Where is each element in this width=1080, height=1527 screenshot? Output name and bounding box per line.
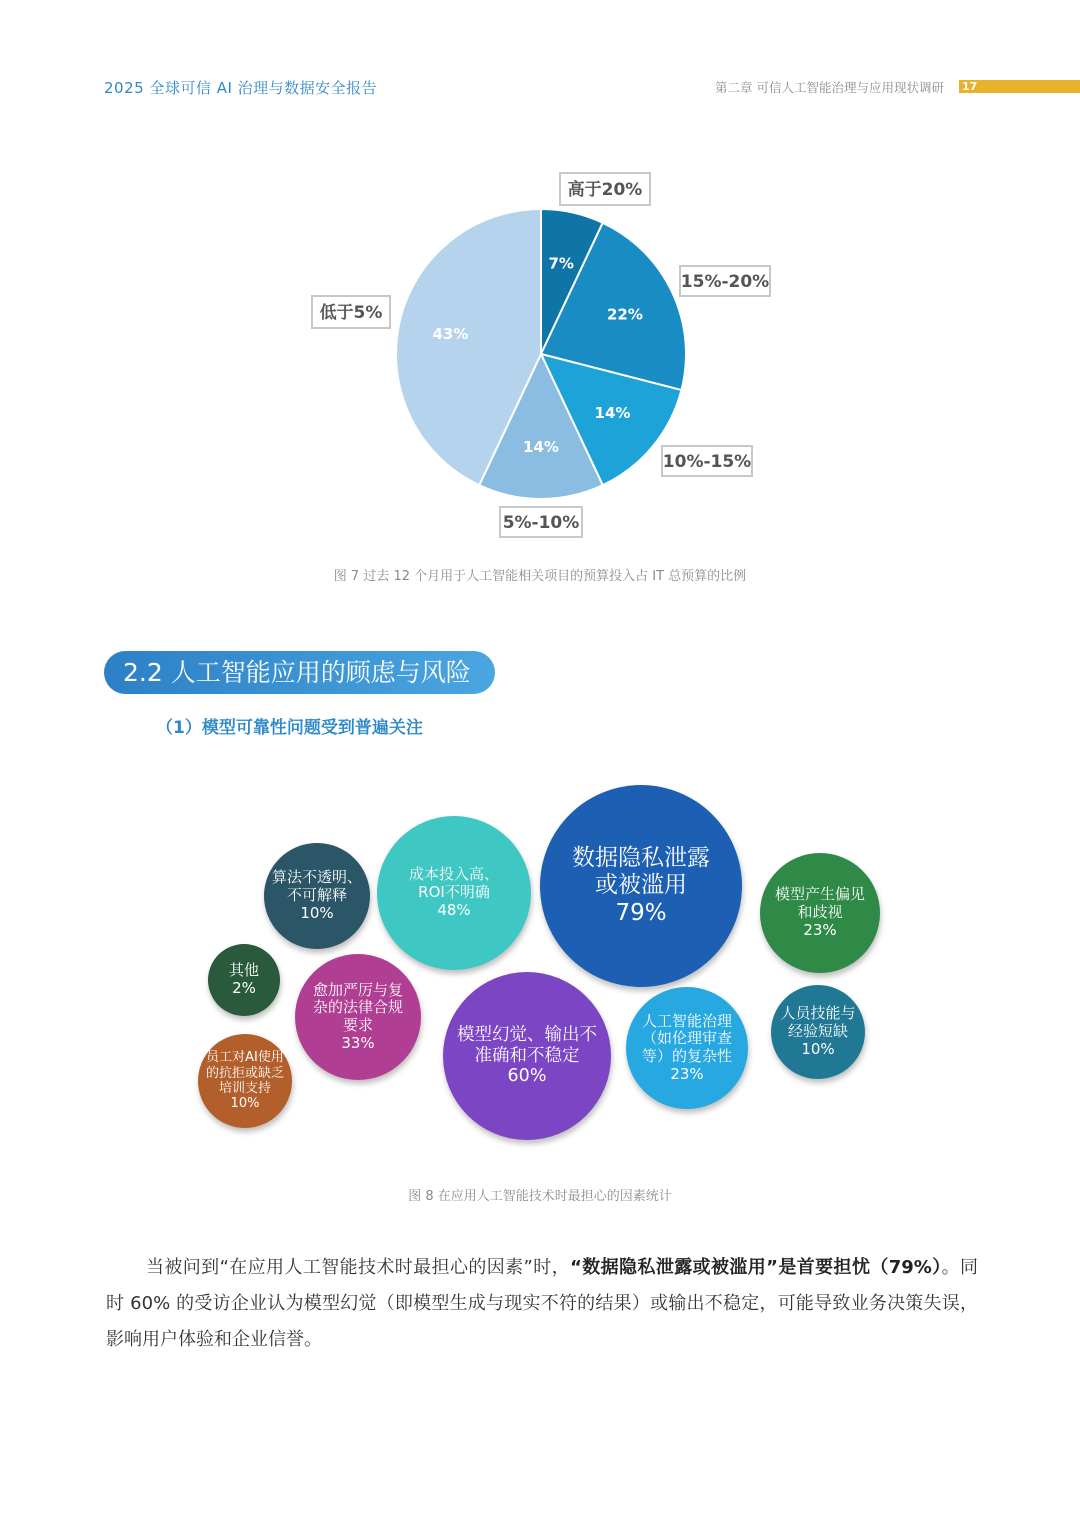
body-paragraph	[106, 1250, 978, 1358]
bubble-value: 60%	[507, 1066, 547, 1087]
bubble-label-line: 或被滥用	[595, 872, 687, 899]
bubble-label-line: 要求	[342, 1016, 373, 1034]
pie-slice-value-label: 14%	[594, 404, 631, 423]
pie-slice-value-label: 22%	[607, 305, 643, 324]
bubble-label-line: （如伦理审查	[641, 1029, 732, 1048]
pie-slice-value-label: 43%	[432, 324, 469, 343]
bubble-label-line: 算法不透明、	[271, 868, 362, 887]
bubble-label-line: 其他	[228, 961, 259, 980]
bubble-label-line: 杂的法律合规	[312, 998, 403, 1017]
bubble-label-line: 培训支持	[218, 1081, 271, 1096]
concern-bubble	[264, 843, 370, 949]
bubble-label-line: 模型产生偏见	[774, 885, 865, 904]
subsection-heading: （1）模型可靠性问题受到普遍关注	[156, 718, 423, 738]
bubble-value: 48%	[437, 900, 471, 919]
report-title: 2025 全球可信 AI 治理与数据安全报告	[104, 79, 378, 97]
pie-category-label: 高于20%	[567, 180, 643, 200]
budget-pie-chart	[0, 0, 1080, 560]
concern-bubble	[760, 853, 880, 973]
bubble-label-line: 不可解释	[286, 886, 347, 905]
pie-category-label: 低于5%	[319, 303, 383, 323]
concern-bubble	[771, 985, 865, 1079]
bubble-value: 2%	[232, 979, 256, 997]
bubble-label-line: 和歧视	[797, 903, 843, 922]
bubble-value: 10%	[230, 1096, 260, 1112]
chapter-title: 第二章 可信人工智能治理与应用现状调研	[715, 80, 944, 95]
bubble-label-line: 数据隐私泄露	[572, 845, 710, 872]
concern-bubble	[377, 816, 531, 970]
pie-slice-value-label: 14%	[523, 437, 559, 456]
bubble-value: 33%	[341, 1033, 375, 1052]
body-text-part-1: 当被问到“在应用人工智能技术时最担心的因素”时，	[146, 1257, 571, 1278]
bubble-label-line: 经验短缺	[787, 1022, 848, 1041]
concern-bubble	[443, 972, 611, 1140]
concern-bubble	[540, 785, 742, 987]
concern-bubble	[626, 987, 748, 1109]
pie-category-label: 10%-15%	[662, 452, 752, 472]
bubble-value: 23%	[803, 920, 837, 939]
bubble-value: 79%	[615, 899, 667, 926]
pie-category-label: 15%-20%	[680, 272, 770, 292]
page-number: 17	[959, 80, 1080, 93]
bubble-label-line: 员工对AI使用	[206, 1050, 284, 1066]
bubble-value: 23%	[670, 1064, 704, 1083]
body-text-highlight: “数据隐私泄露或被滥用”是首要担忧（79%）	[570, 1257, 942, 1278]
bubble-label-line: 模型幻觉、输出不	[457, 1025, 597, 1046]
concern-bubble	[198, 1034, 292, 1128]
bubble-label-line: 成本投入高、	[408, 865, 499, 884]
pie-category-label: 5%-10%	[502, 513, 580, 533]
concern-bubble	[295, 954, 421, 1080]
body-text-part-2: 。同时 60% 的受访企业认为模型幻觉（即模型生成与现实不符的结果）或输出不稳定，可能导致业务决策失误，影响用户体验和企业信誉。	[106, 1257, 978, 1350]
figure-8-caption: 图 8 在应用人工智能技术时最担心的因素统计	[408, 1189, 672, 1204]
bubble-value: 10%	[300, 903, 334, 922]
pie-slice-value-label: 7%	[548, 254, 574, 273]
bubble-label-line: 愈加严厉与复	[312, 980, 403, 999]
figure-7-caption: 图 7 过去 12 个月用于人工智能相关项目的预算投入占 IT 总预算的比例	[333, 569, 747, 584]
bubble-label-line: 的抗拒或缺乏	[205, 1065, 284, 1081]
bubble-label-line: 人员技能与	[780, 1004, 856, 1023]
bubble-label-line: ROI不明确	[418, 883, 490, 902]
bubble-value: 10%	[801, 1039, 835, 1058]
bubble-label-line: 人工智能治理	[641, 1011, 732, 1030]
bubble-label-line: 准确和不稳定	[474, 1045, 580, 1066]
bubble-label-line: 等）的复杂性	[641, 1047, 732, 1065]
section-heading: 2.2 人工智能应用的顾虑与风险	[104, 651, 495, 694]
concern-bubble	[208, 944, 280, 1016]
